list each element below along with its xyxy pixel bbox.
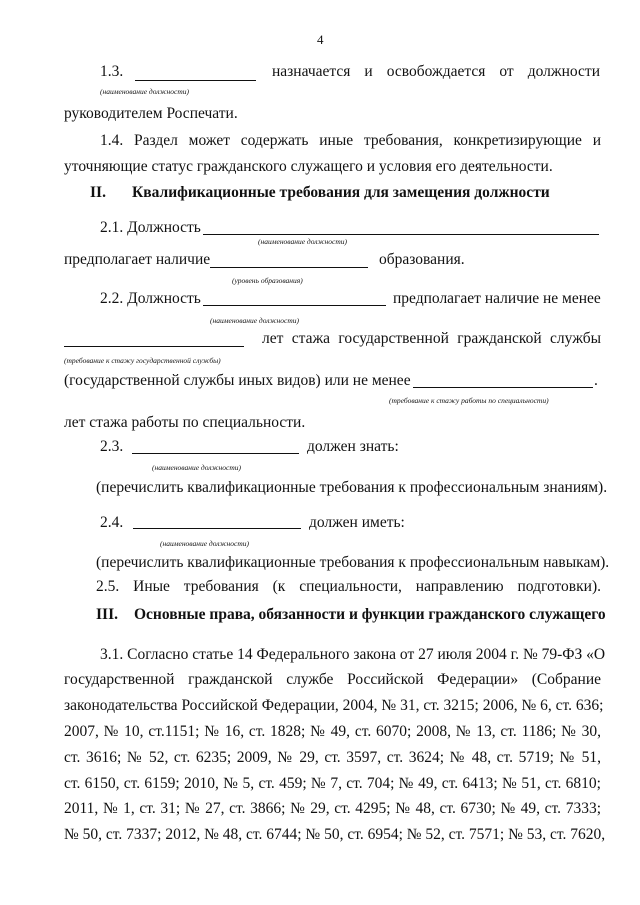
para-2-4-text: должен иметь: [309, 514, 405, 531]
para-2-3-enumeration: (перечислить квалификационные требования к профессиональным знаниям). [96, 479, 608, 496]
caption-position-2-4: (наименование должности) [160, 539, 250, 548]
para-2-3-number: 2.3. [100, 438, 124, 455]
caption-gov-stage: (требование к стажу государственной службы) [64, 356, 221, 365]
caption-spec-stage: (требование к стажу работы по специальности) [389, 396, 549, 405]
para-2-2-label: 2.2. Должность [100, 290, 201, 307]
blank-position-2-2 [203, 305, 386, 306]
para-3-1-line: законодательства Российской Федерации, 2004, № 31, ст. 3215; 2006, № 6, ст. 636; [64, 697, 604, 714]
blank-position-1-3 [135, 80, 256, 81]
caption-position-1-3: (наименование должности) [100, 87, 190, 96]
para-1-4-line-2: уточняющие статус гражданского служащего и условия его деятельности. [64, 158, 553, 175]
para-1-3-number: 1.3. [100, 63, 124, 80]
section-2-title: Квалификационные требования для замещения должности [132, 184, 550, 201]
caption-education: (уровень образования) [232, 276, 303, 285]
caption-position-2-1: (наименование должности) [258, 237, 348, 246]
para-3-1-line: № 50, ст. 7337; 2012, № 48, ст. 6744; № 50, ст. 6954; № 52, ст. 7571; № 53, ст. 7620, [64, 826, 606, 843]
section-3-number: III. [96, 606, 118, 623]
para-3-1-line: 2011, № 1, ст. 31; № 27, ст. 3866; № 29, ст. 4295; № 48, ст. 6730; № 49, ст. 7333; [64, 800, 601, 817]
blank-education [210, 267, 368, 268]
para-2-2-line-3-end: . [594, 372, 598, 389]
section-2-number: II. [90, 184, 106, 201]
para-1-3-text: назначается и освобождается от должности [272, 63, 600, 80]
para-2-1-line-2a: предполагает наличие [64, 251, 211, 268]
para-1-4-line-1: 1.4. Раздел может содержать иные требования, конкретизирующие и [100, 132, 601, 149]
para-2-3-text: должен знать: [307, 438, 399, 455]
blank-position-2-1 [203, 234, 599, 235]
blank-position-2-4 [133, 528, 301, 529]
para-2-1-label: 2.1. Должность [100, 219, 201, 236]
para-2-2-line-2: лет стажа государственной гражданской службы [262, 330, 601, 347]
para-2-4-enumeration: (перечислить квалификационные требования к профессиональным навыкам). [96, 554, 610, 571]
para-3-1-line: 3.1. Согласно статье 14 Федерального закона от 27 июля 2004 г. № 79-ФЗ «О [100, 646, 606, 663]
para-3-1-line: ст. 3616; № 52, ст. 6235; 2009, № 29, ст. 3597, ст. 3624; № 48, ст. 5719; № 51, [64, 749, 601, 766]
para-3-1-line: государственной гражданской службе Российской Федерации» (Собрание [64, 671, 601, 688]
section-3-title: Основные права, обязанности и функции гражданского служащего [134, 606, 606, 623]
blank-gov-stage [64, 346, 244, 347]
caption-position-2-2: (наименование должности) [210, 316, 300, 325]
para-3-1-line: 2007, № 10, ст.1151; № 16, ст. 1828; № 49, ст. 6070; 2008, № 13, ст. 1186; № 30, [64, 723, 601, 740]
para-2-4-number: 2.4. [100, 514, 124, 531]
page-number: 4 [317, 32, 324, 47]
para-2-2-after: предполагает наличие не менее [393, 290, 601, 307]
para-2-1-line-2b: образования. [379, 251, 465, 268]
para-2-2-line-3: (государственной службы иных видов) или не менее [64, 372, 411, 389]
blank-spec-stage [413, 387, 593, 388]
para-2-5: 2.5. Иные требования (к специальности, направлению подготовки). [96, 578, 601, 595]
para-1-3-continuation: руководителем Роспечати. [64, 105, 238, 122]
para-2-2-line-4: лет стажа работы по специальности. [64, 414, 306, 431]
caption-position-2-3: (наименование должности) [152, 463, 242, 472]
blank-position-2-3 [132, 453, 299, 454]
para-3-1-line: ст. 6150, ст. 6159; 2010, № 5, ст. 459; № 7, ст. 704; № 49, ст. 6413; № 51, ст. 6810; [64, 775, 601, 792]
